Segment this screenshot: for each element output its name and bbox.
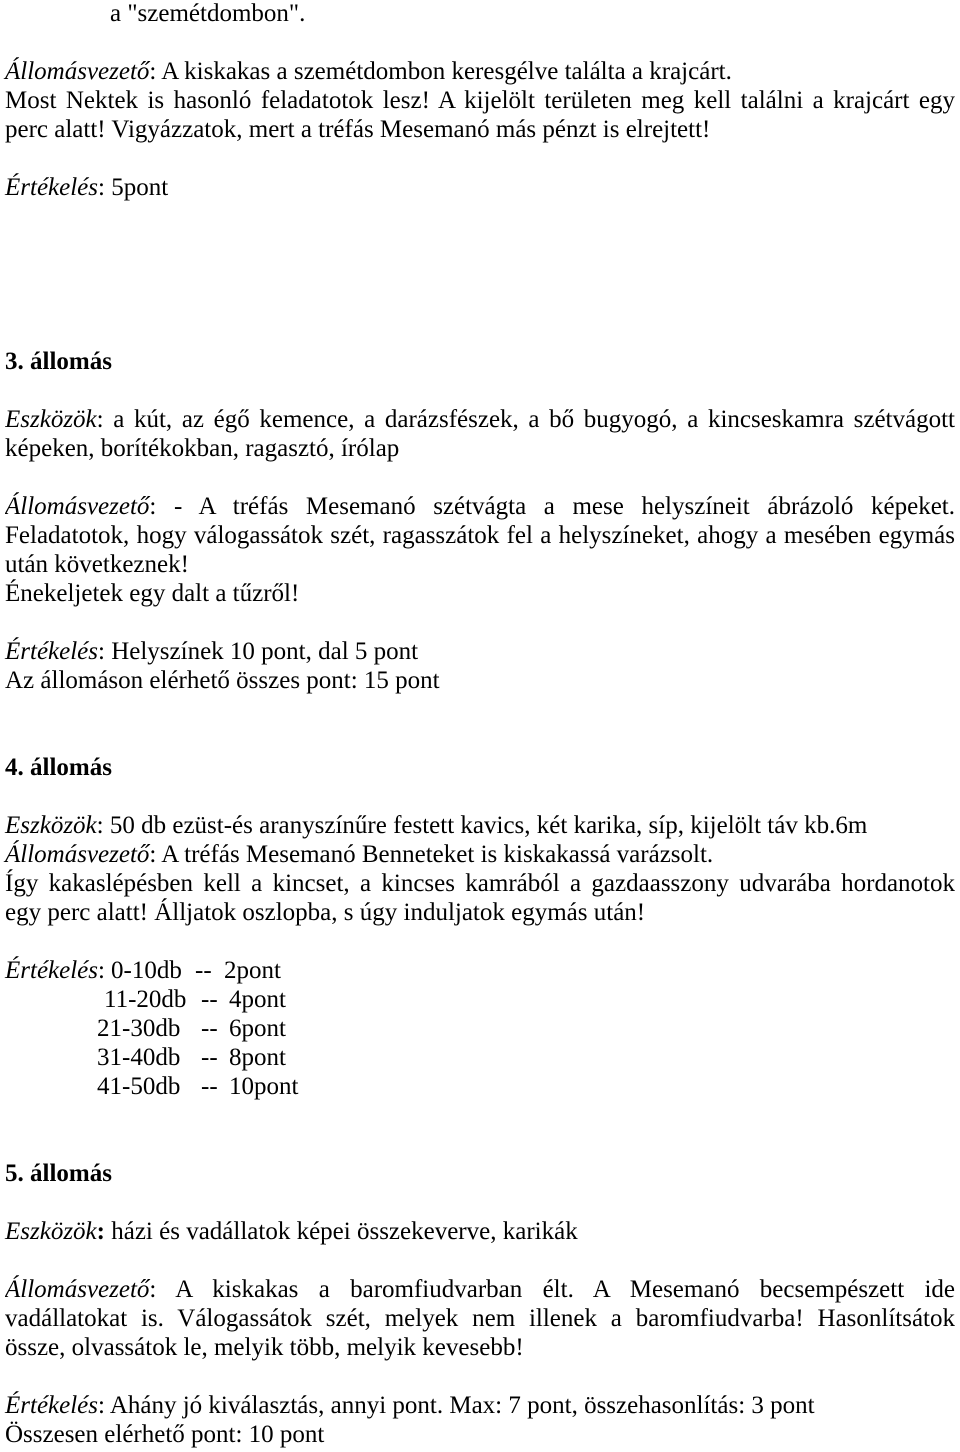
rating-range: 31-40db — [97, 1044, 181, 1071]
station-5-rating — [5, 1391, 955, 1420]
leader-label: Állomásvezető — [5, 1276, 150, 1303]
tools-colon: : — [96, 1218, 105, 1245]
rating-points: 6pont — [229, 1015, 286, 1042]
station-3-heading: 3. állomás — [5, 348, 112, 375]
leader-text: : A kiskakas a baromfiudvarban élt. A Mesemanó becsempészett ide — [149, 1276, 955, 1303]
station-5-leader-line-2: vadállatokat is. Válogassátok szét, melyek nem illenek a baromfiudvarba! Hasonlítsátok — [5, 1305, 955, 1332]
station-4-rating-row — [5, 1072, 955, 1101]
station-4-rating-row — [5, 1014, 955, 1043]
tools-text: : a kút, az égő kemence, a darázsfészek, a bő bugyogó, a kincseskamra szétvágott — [96, 406, 955, 433]
leader-text: : - A tréfás Mesemanó szétvágta a mese helyszíneit ábrázoló képeket. — [149, 493, 955, 520]
station-3-leader-line-1 — [5, 492, 955, 521]
rating-text: : Ahány jó kiválasztás, annyi pont. Max: 7 pont, összehasonlítás: 3 pont — [98, 1392, 815, 1419]
rating-range: 41-50db — [97, 1073, 181, 1100]
continuation-line: a "szemétdombon". — [110, 0, 306, 27]
rating-points: 2pont — [224, 957, 281, 984]
station-2-rating — [5, 173, 955, 202]
station-3-total: Az állomáson elérhető összes pont: 15 pont — [5, 667, 440, 694]
station-3-leader-line-4: Énekeljetek egy dalt a tűzről! — [5, 580, 300, 607]
rating-separator: -- — [201, 1044, 218, 1071]
rating-points: 10pont — [229, 1073, 299, 1100]
station-2-leader-line-3: perc alatt! Vigyázzatok, mert a tréfás Mesemanó más pénzt is elrejtett! — [5, 116, 711, 143]
station-5-leader-line-3: össze, olvassátok le, melyik több, melyik kevesebb! — [5, 1334, 524, 1361]
tools-label: Eszközök — [5, 406, 97, 433]
rating-points: 4pont — [229, 986, 286, 1013]
document-page — [5, 0, 955, 1449]
rating-label: Értékelés — [5, 638, 99, 665]
leader-label: Állomásvezető — [5, 493, 150, 520]
rating-text: : 5pont — [98, 174, 169, 201]
rating-separator: -- — [201, 986, 218, 1013]
station-3-leader-line-2: Feladatotok, hogy válogassátok szét, ragasszátok fel a helyszíneket, ahogy a mesében egymás — [5, 522, 955, 549]
rating-label: Értékelés — [5, 174, 99, 201]
rating-text: : Helyszínek 10 pont, dal 5 pont — [98, 638, 419, 665]
station-3-rating — [5, 637, 955, 666]
station-4-rating-row — [5, 985, 955, 1014]
rating-range: 0-10db — [111, 957, 182, 984]
leader-label: Állomásvezető — [5, 841, 150, 868]
station-4-tools — [5, 811, 955, 840]
rating-separator: -- — [201, 1015, 218, 1042]
station-3-leader-line-3: után következnek! — [5, 551, 189, 578]
tools-text: : 50 db ezüst-és aranyszínűre festett kavics, két karika, síp, kijelölt táv kb.6m — [96, 812, 868, 839]
station-3-tools-line-2: képeken, borítékokban, ragasztó, írólap — [5, 435, 400, 462]
rating-separator: -- — [195, 957, 212, 984]
station-2-leader-line-2: Most Nektek is hasonló feladatotok lesz! A kijelölt területen meg kell találni a krajcárt egy — [5, 87, 955, 114]
tools-label: Eszközök — [5, 1218, 97, 1245]
tools-text: házi és vadállatok képei összekeverve, karikák — [104, 1218, 578, 1245]
station-5-total: Összesen elérhető pont: 10 pont — [5, 1421, 325, 1448]
rating-colon: : — [98, 957, 105, 984]
rating-label: Értékelés — [5, 957, 99, 984]
station-4-leader-line-1 — [5, 840, 955, 869]
rating-range: 11-20db — [104, 986, 187, 1013]
station-3-tools-line-1 — [5, 405, 955, 434]
station-5-leader-line-1 — [5, 1275, 955, 1304]
rating-label: Értékelés — [5, 1392, 99, 1419]
station-5-heading: 5. állomás — [5, 1160, 112, 1187]
station-5-tools — [5, 1217, 955, 1246]
station-4-leader-line-2: Így kakaslépésben kell a kincset, a kincses kamrából a gazdaasszony udvarába hordanotok — [5, 870, 955, 897]
leader-text: : A kiskakas a szemétdombon keresgélve találta a krajcárt. — [149, 58, 732, 85]
leader-label: Állomásvezető — [5, 58, 150, 85]
station-4-rating-row — [5, 1043, 955, 1072]
station-4-leader-line-3: egy perc alatt! Álljatok oszlopba, s úgy induljatok egymás után! — [5, 899, 646, 926]
rating-range: 21-30db — [97, 1015, 181, 1042]
rating-separator: -- — [201, 1073, 218, 1100]
station-4-rating-row — [5, 956, 955, 985]
station-4-heading: 4. állomás — [5, 754, 112, 781]
rating-points: 8pont — [229, 1044, 286, 1071]
leader-text: : A tréfás Mesemanó Benneteket is kiskakassá varázsolt. — [149, 841, 714, 868]
tools-label: Eszközök — [5, 812, 97, 839]
station-2-leader-line-1 — [5, 57, 955, 86]
